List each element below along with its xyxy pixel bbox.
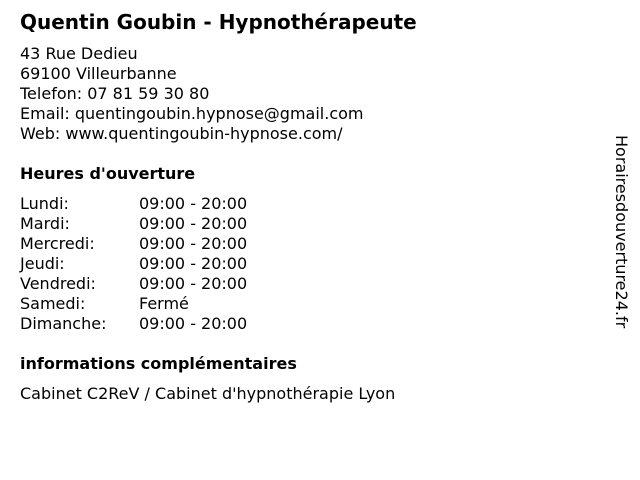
time-value: Fermé — [139, 294, 189, 313]
day-label: Samedi: — [20, 294, 86, 313]
business-title: Quentin Goubin - Hypnothérapeute — [20, 10, 417, 34]
city-address: 69100 Villeurbanne — [20, 64, 177, 83]
day-label: Vendredi: — [20, 274, 96, 293]
street-address: 43 Rue Dedieu — [20, 44, 138, 63]
day-label: Mardi: — [20, 214, 70, 233]
time-value: 09:00 - 20:00 — [139, 194, 248, 213]
time-value: 09:00 - 20:00 — [139, 254, 248, 273]
site-watermark: Horairesdouverture24.fr — [612, 135, 631, 329]
additional-info-heading: informations complémentaires — [20, 354, 297, 373]
time-value: 09:00 - 20:00 — [139, 214, 248, 233]
day-label: Dimanche: — [20, 314, 107, 333]
time-value: 09:00 - 20:00 — [139, 274, 248, 293]
day-label: Jeudi: — [20, 254, 65, 273]
website-address: Web: www.quentingoubin-hypnose.com/ — [20, 124, 343, 143]
contact-block — [20, 44, 364, 144]
time-value: 09:00 - 20:00 — [139, 234, 248, 253]
opening-hours-heading: Heures d'ouverture — [20, 164, 196, 183]
day-label: Lundi: — [20, 194, 69, 213]
time-value: 09:00 - 20:00 — [139, 314, 248, 333]
phone-number: Telefon: 07 81 59 30 80 — [20, 84, 210, 103]
email-address: Email: quentingoubin.hypnose@gmail.com — [20, 104, 364, 123]
additional-info-text: Cabinet C2ReV / Cabinet d'hypnothérapie Lyon — [20, 384, 396, 403]
day-label: Mercredi: — [20, 234, 95, 253]
